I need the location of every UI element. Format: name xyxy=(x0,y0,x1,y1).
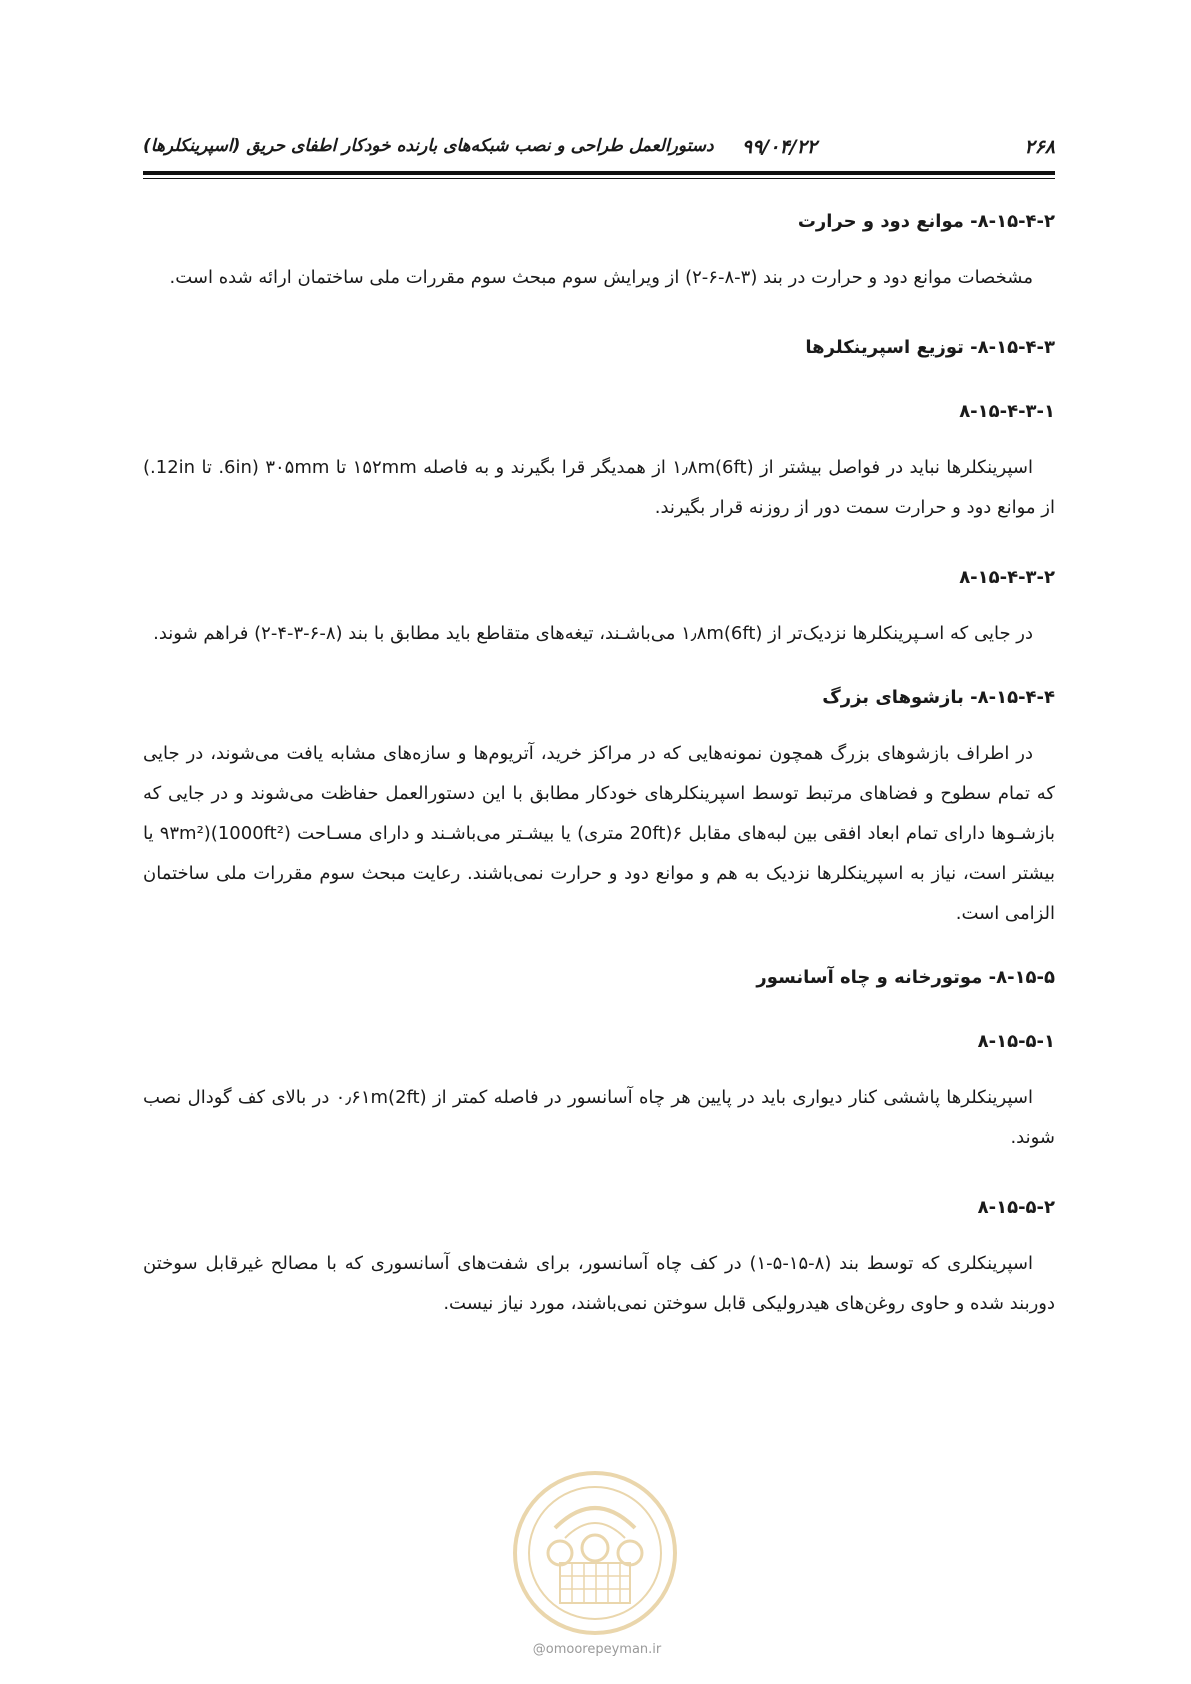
watermark-site: @omoorepeyman.ir xyxy=(532,1642,662,1657)
subsection-heading: ۸-۱۵-۵-۱ xyxy=(977,1031,1055,1052)
paragraph: اسپرینکلرها نباید در فواصل بیشتر از ۱٫۸m(6ft) از همدیگر قرا بگیرند و به فاصله ۱۵۲mm تا ۳۰۵mm (6in. تا 12in.) از موانع دود و حرارت سمت دور از روزنه قرار بگیرند. xyxy=(143,457,1055,518)
section-heading: ۸-۱۵-۴-۲- موانع دود و حرارت xyxy=(797,211,1055,232)
header-rule-thick xyxy=(143,171,1055,175)
section-heading: ۸-۱۵-۵- موتورخانه و چاه آسانسور xyxy=(756,967,1055,988)
subsection-heading: ۸-۱۵-۴-۳-۱ xyxy=(959,401,1055,422)
document-body xyxy=(143,208,1055,1324)
section-heading: ۸-۱۵-۴-۴- بازشوهای بزرگ xyxy=(822,687,1055,708)
paragraph: مشخصات موانع دود و حرارت در بند (۳-۸-۶-۲) از ویرایش سوم مبحث سوم مقررات ملی ساختمان ارائه شده است. xyxy=(169,267,1033,288)
section-heading: ۸-۱۵-۴-۳- توزیع اسپرینکلرها xyxy=(805,337,1055,358)
paragraph: در جایی که اسـپرینکلرها نزدیک‌تر از ۱٫۸m(6ft) می‌باشـند، تیغه‌های متقاطع باید مطابق با بند (۸-۶-۳-۴-۲) فراهم شوند. xyxy=(153,623,1033,644)
header-title: دستورالعمل طراحی و نصب شبکه‌های بارنده خودکار اطفای حریق (اسپرینکلرها) xyxy=(143,136,714,156)
paragraph: اسپرینکلری که توسط بند (۸-۱۵-۵-۱) در کف چاه آسانسور، برای شفت‌های آسانسوری که با مصالح غیرقابل سوختن دوربند شده و حاوی روغن‌های هیدرولیکی قابل سوختن نمی‌باشند، مورد نیاز نیست. xyxy=(143,1253,1055,1314)
subsection-heading: ۸-۱۵-۵-۲ xyxy=(977,1197,1055,1218)
subsection-heading: ۸-۱۵-۴-۳-۲ xyxy=(959,567,1055,588)
paragraph: اسپرینکلرها پاششی کنار دیواری باید در پایین هر چاه آسانسور در فاصله کمتر از ۰٫۶۱m(2ft) در بالای کف گودال نصب شوند. xyxy=(143,1087,1055,1148)
paragraph: در اطراف بازشوهای بزرگ همچون نمونه‌هایی که در مراکز خرید، آتریوم‌ها و سازه‌های مشابه یافت می‌شوند، در جایی که تمام سطوح و فضاهای مرتبط توسط اسپرینکلرهای خودکار مطابق با این دستورالعمل حفاظت می‌شوند و در جایی که بازشـوها دارای تمام ابعاد افقی بین لبه‌های مقابل ۶(20ft متری) یا بیشـتر می‌باشـند و دارای مسـاحت ۹۳m²)(1000ft²) یا بیشتر است، نیاز به اسپرینکلرها نزدیک به هم و موانع دود و حرارت نمی‌باشند. رعایت مبحث سوم مقررات ملی ساختمان الزامی است. xyxy=(143,743,1055,924)
page-number: ۲۶۸ xyxy=(1024,136,1055,158)
running-header xyxy=(143,130,1055,160)
header-date: ۹۹/۰۴/۲۲ xyxy=(741,136,817,158)
header-rule-thin xyxy=(143,178,1055,179)
watermark-seal xyxy=(510,1468,680,1638)
